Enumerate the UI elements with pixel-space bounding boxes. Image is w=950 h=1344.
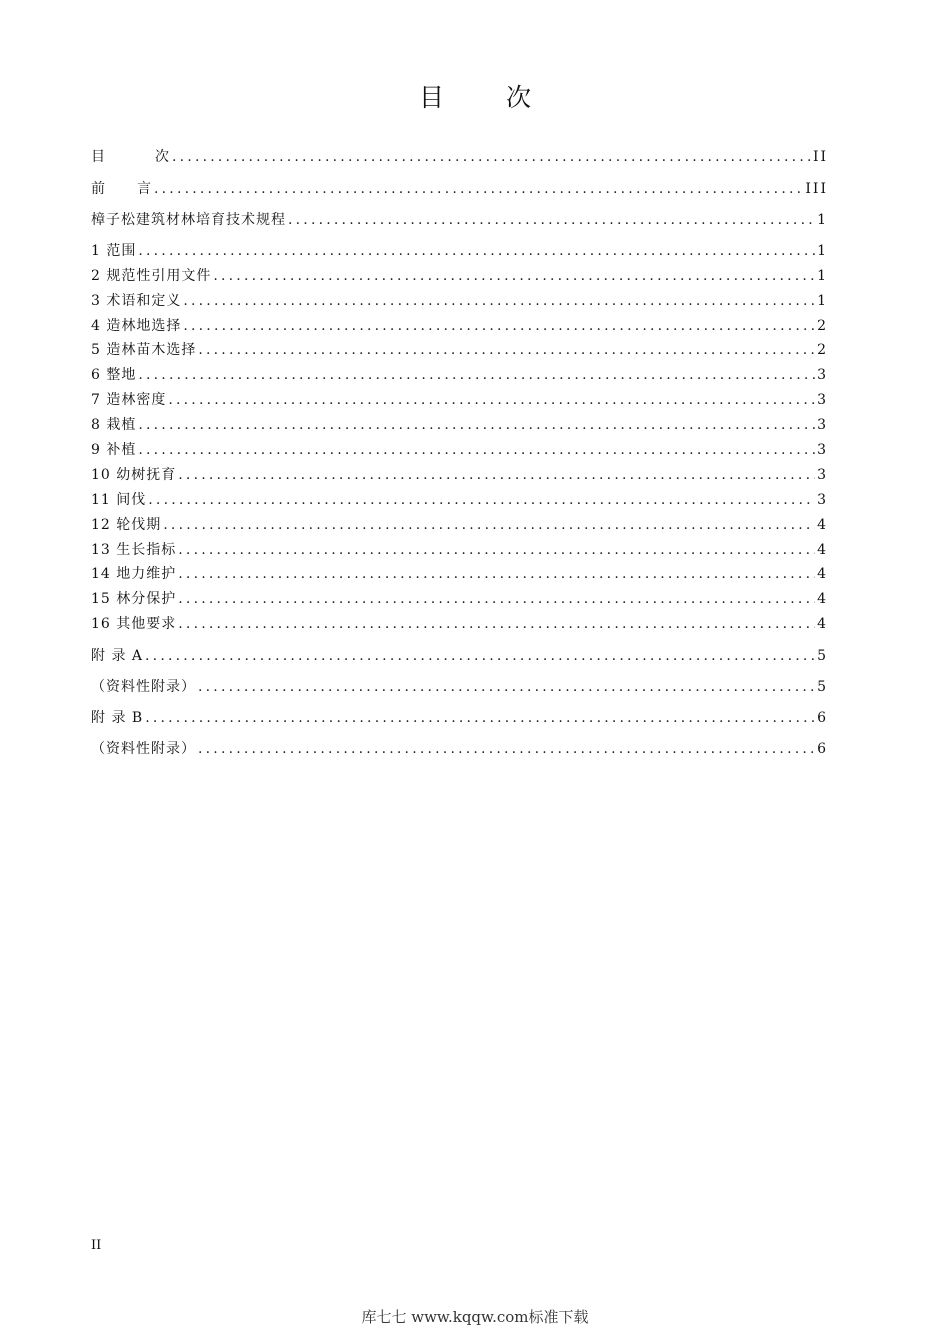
toc-entry-label: 13 生长指标 <box>91 542 177 558</box>
toc-entry-3[interactable] <box>91 291 828 311</box>
toc-entry-page: 1 <box>817 212 828 228</box>
toc-entry-page: 2 <box>817 318 828 334</box>
toc-entry-page: 4 <box>817 542 828 558</box>
toc-entry-label: 16 其他要求 <box>91 616 177 632</box>
toc-leader-dots <box>213 266 815 286</box>
toc-entry-label: 14 地力维护 <box>91 566 177 582</box>
toc-entry-7[interactable] <box>91 390 828 410</box>
toc-entry-6[interactable] <box>91 365 828 385</box>
toc-entry-page: 3 <box>817 492 828 508</box>
toc-leader-dots <box>172 147 811 167</box>
toc-entry-page: III <box>805 181 828 197</box>
toc-entry-10[interactable] <box>91 465 828 485</box>
toc-entry-page: 5 <box>817 648 828 664</box>
toc-entry-page: 3 <box>817 467 828 483</box>
toc-leader-dots <box>183 291 815 311</box>
toc-entry-label: 樟子松建筑材林培育技术规程 <box>91 212 286 228</box>
toc-entry-page: 4 <box>817 517 828 533</box>
footer-watermark: 库七七 www.kqqw.com标准下载 <box>361 1308 589 1326</box>
toc-leader-dots <box>154 179 803 199</box>
toc-entry-label: 2 规范性引用文件 <box>91 268 212 284</box>
toc-entry-label: 目 次 <box>91 149 170 165</box>
toc-entry-appendix-a-note[interactable] <box>91 677 828 697</box>
toc-leader-dots <box>138 241 815 261</box>
toc-leader-dots <box>138 440 815 460</box>
toc-entry-16[interactable] <box>91 614 828 634</box>
toc-entry-4[interactable] <box>91 316 828 336</box>
toc-entry-label: 3 术语和定义 <box>91 293 182 309</box>
toc-entry-label: 11 间伐 <box>91 492 147 508</box>
toc-entry-page: 4 <box>817 566 828 582</box>
toc-entry-1[interactable] <box>91 241 828 261</box>
page-title <box>0 78 950 114</box>
toc-entry-page: 5 <box>817 679 828 695</box>
toc-leader-dots <box>178 614 815 634</box>
toc-entry-appendix-a[interactable] <box>91 646 828 666</box>
toc-entry-page: 1 <box>817 268 828 284</box>
toc-leader-dots <box>168 390 815 410</box>
toc-entry-14[interactable] <box>91 564 828 584</box>
toc-leader-dots <box>198 739 815 759</box>
toc-entry-page: 3 <box>817 392 828 408</box>
toc-leader-dots <box>178 540 815 560</box>
toc-entry-page: 1 <box>817 243 828 259</box>
toc-entry-label: 1 范围 <box>91 243 137 259</box>
toc-entry-contents[interactable] <box>91 147 828 167</box>
toc-entry-label: 5 造林苗木选择 <box>91 342 197 358</box>
toc-entry-standard-title[interactable] <box>91 210 828 230</box>
toc-leader-dots <box>178 564 815 584</box>
toc-entry-label: 附 录 A <box>91 648 144 664</box>
toc-entry-label: 8 栽植 <box>91 417 137 433</box>
toc-entry-label: 15 林分保护 <box>91 591 177 607</box>
toc-entry-appendix-b[interactable] <box>91 708 828 728</box>
page-title-char-1: 目 <box>418 83 444 112</box>
toc-leader-dots <box>145 646 815 666</box>
toc-entry-page: 6 <box>817 741 828 757</box>
toc-entry-label: 10 幼树抚育 <box>91 467 177 483</box>
toc-entry-page: 2 <box>817 342 828 358</box>
toc-entry-label: 9 补植 <box>91 442 137 458</box>
toc-entry-page: 6 <box>817 710 828 726</box>
toc-entry-label: 前 言 <box>91 181 152 197</box>
toc-entry-label: 附 录 B <box>91 710 144 726</box>
toc-entry-page: 3 <box>817 367 828 383</box>
toc-entry-page: 4 <box>817 616 828 632</box>
toc-entry-15[interactable] <box>91 589 828 609</box>
toc-entry-foreword[interactable] <box>91 179 828 199</box>
toc-entry-label: 6 整地 <box>91 367 137 383</box>
toc-leader-dots <box>178 465 815 485</box>
toc-leader-dots <box>163 515 815 535</box>
toc-entry-page: 3 <box>817 442 828 458</box>
toc-entry-page: 3 <box>817 417 828 433</box>
toc-entry-page: 4 <box>817 591 828 607</box>
toc-entry-2[interactable] <box>91 266 828 286</box>
toc-entry-label: （资料性附录） <box>91 679 196 695</box>
page-number: II <box>91 1238 102 1253</box>
toc-entry-label: 7 造林密度 <box>91 392 167 408</box>
toc-leader-dots <box>138 365 815 385</box>
toc-leader-dots <box>148 490 815 510</box>
toc-entry-12[interactable] <box>91 515 828 535</box>
toc-leader-dots <box>138 415 815 435</box>
toc-leader-dots <box>145 708 815 728</box>
toc-leader-dots <box>198 677 815 697</box>
toc-entry-label: 4 造林地选择 <box>91 318 182 334</box>
toc-entry-label: 12 轮伐期 <box>91 517 162 533</box>
toc-leader-dots <box>178 589 815 609</box>
toc-leader-dots <box>198 340 815 360</box>
toc-entry-page: 1 <box>817 293 828 309</box>
toc-entry-8[interactable] <box>91 415 828 435</box>
toc-entry-11[interactable] <box>91 490 828 510</box>
toc-leader-dots <box>183 316 815 336</box>
toc-entry-13[interactable] <box>91 540 828 560</box>
toc-entry-label: （资料性附录） <box>91 741 196 757</box>
toc-entry-page: II <box>812 149 828 165</box>
toc-entry-5[interactable] <box>91 340 828 360</box>
toc-entry-appendix-b-note[interactable] <box>91 739 828 759</box>
page-title-char-2: 次 <box>506 83 532 112</box>
toc-entry-9[interactable] <box>91 440 828 460</box>
toc-leader-dots <box>288 210 815 230</box>
